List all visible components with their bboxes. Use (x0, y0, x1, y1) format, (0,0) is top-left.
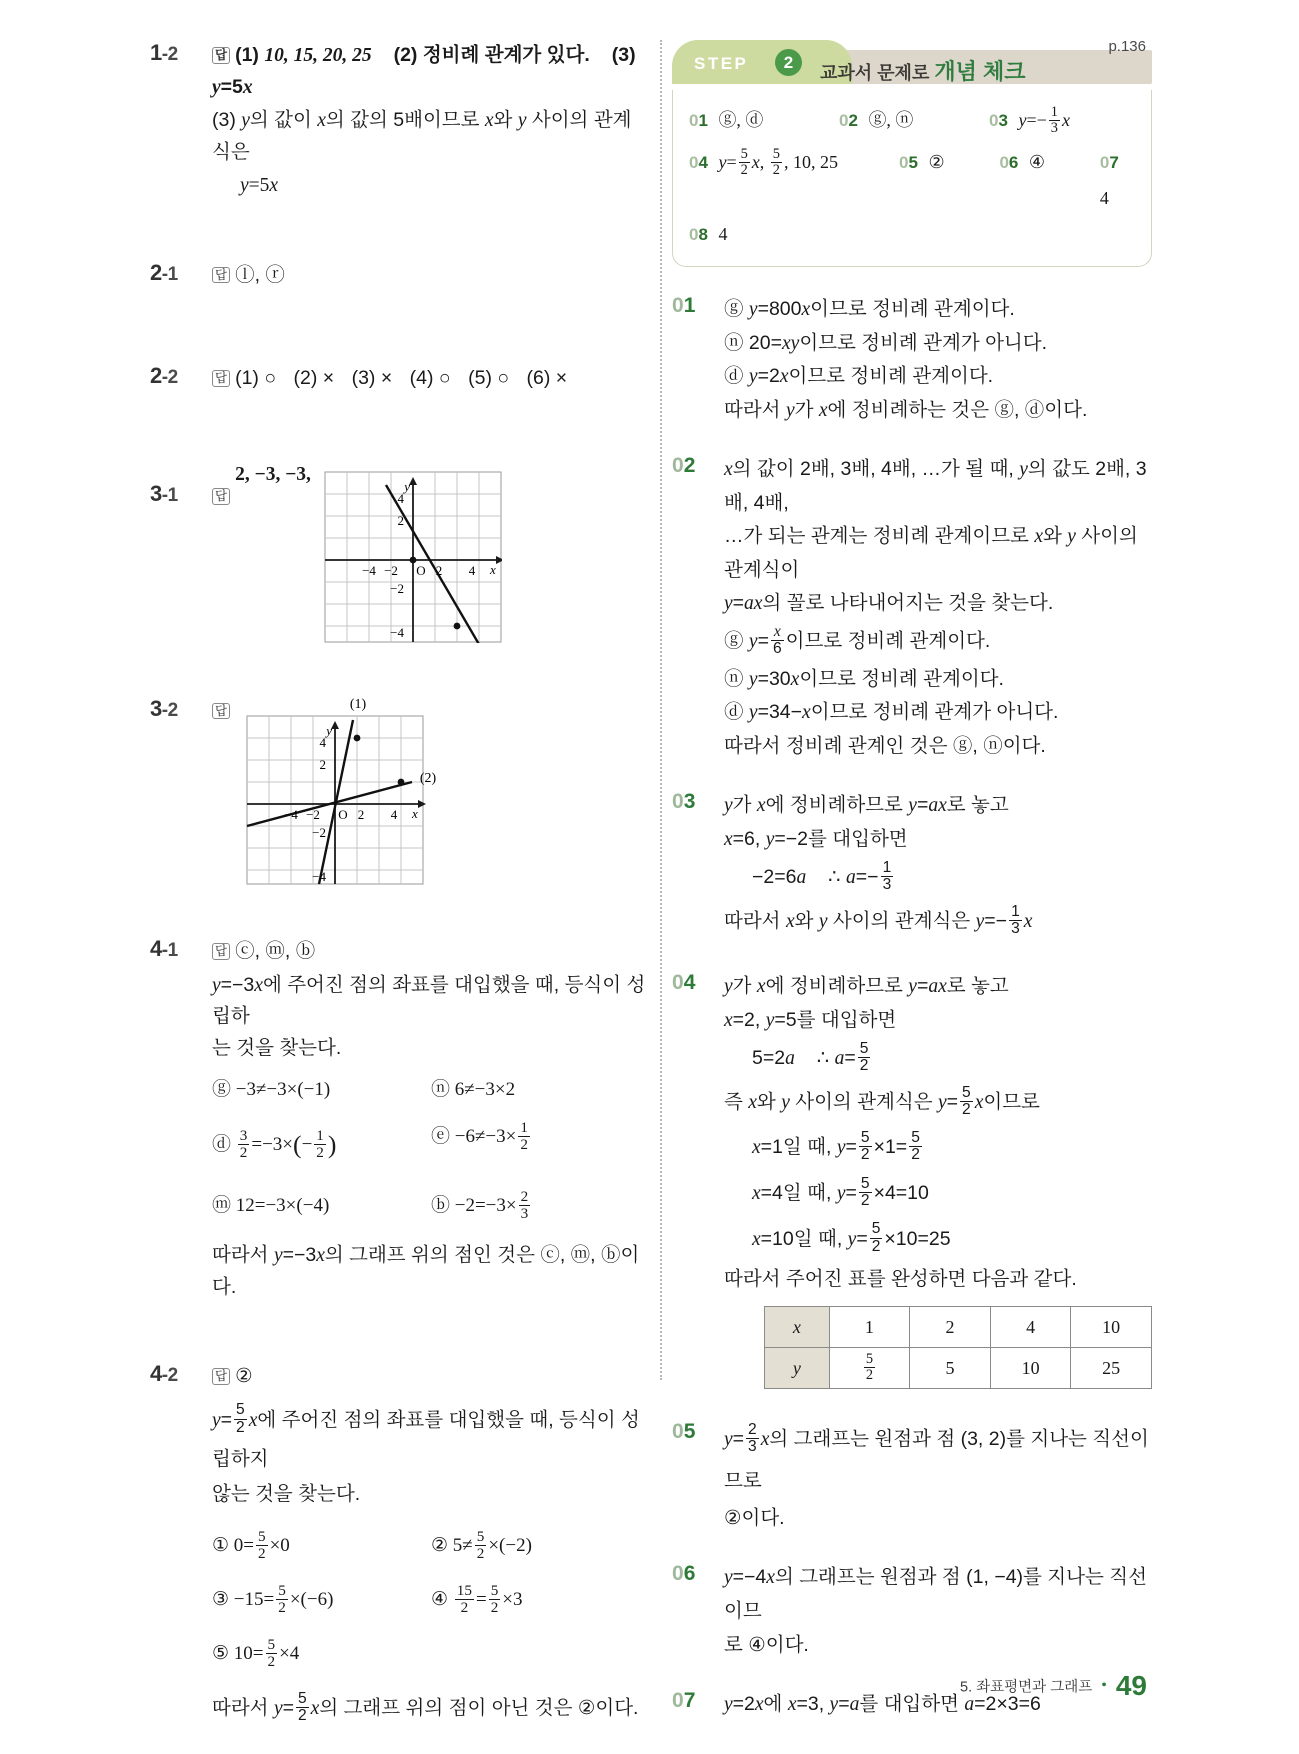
svg-text:−2: −2 (389, 581, 404, 597)
svg-text:2: 2 (435, 563, 443, 579)
solution-number: 02 (672, 454, 696, 478)
step-number-badge: 2 (775, 49, 802, 76)
problem-3-2 (150, 690, 650, 897)
option-3: ③ −15= $\frac{5}{2}$ ×(−6) (212, 1581, 334, 1616)
answer-01: 01 ⓖ, ⓓ (689, 110, 764, 130)
svg-text:O: O (338, 806, 348, 822)
svg-text:2: 2 (397, 513, 404, 529)
answer-badge: 답 (212, 1368, 230, 1385)
svg-text:2: 2 (357, 806, 365, 822)
page-footer (0, 1670, 1299, 1702)
solution-03: 03 y가 x에 정비례하므로 y=ax로 놓고 x=6, y=−2를 대입하면 −2=6a ∴ a=− $\frac{1}{3}$ 따라서 x와 y 사이의 관계식은 y=− $\frac{1}{3}$ x (672, 790, 1033, 938)
item-row-3 (212, 1632, 650, 1676)
right-column (672, 40, 1152, 1748)
value-table (764, 1306, 1152, 1389)
answer-08: 08 4 (689, 224, 728, 244)
svg-text:O: O (416, 563, 426, 579)
svg-text:x: x (489, 562, 496, 578)
problem-3-1: 3-1 답2, −3, −3, y x 4 2 −2 −4 −4 −2 O 2 4 (150, 471, 650, 654)
solution-number: 04 (672, 971, 696, 995)
page-reference: p.136 (1108, 38, 1146, 55)
problem-number: 4-1 (150, 936, 178, 962)
solution-number: 01 (672, 294, 696, 317)
answer-04: 04 y= $\frac{5}{2}$ x, $\frac{5}{2}$ , 10, 25 (689, 146, 838, 179)
solution-04: 04 y가 x에 정비례하므로 y=ax로 놓고 x=2, y=5를 대입하면 5=2a ∴ a= $\frac{5}{2}$ 즉 x와 y 사이의 관계식은 y= $\frac{5}{2}$ x이므로 x=1일 때, y= $\frac{5}{2}$ ×1= $\frac{5}{2}$ x=4일 때, y= $\frac{5}{2}$ ×4=10 x=10일 때, y= $\frac{5}{2}$ ×10=25 따라서 주어진 표를 완성하면 다음과 같다. x 1 2 4 10 y $\frac{5}{2}$ 5 10 25 (672, 970, 1152, 1389)
solution-number: 06 (672, 1562, 696, 1586)
cell-y-3: 10 (990, 1348, 1071, 1389)
solution-number: 03 (672, 790, 696, 814)
page-number: 49 (1115, 1670, 1147, 1701)
row-header-y: y (765, 1348, 830, 1389)
banner-title-highlight: 개념 체크 (934, 59, 1026, 84)
problem-number: 2-2 (150, 363, 178, 389)
cell-x-4: 10 (1071, 1307, 1152, 1348)
answer-badge: 답 (212, 370, 230, 387)
cell-y-1: $\frac{5}{2}$ (829, 1348, 910, 1389)
option-2: ② 5≠ $\frac{5}{2}$ ×(−2) (431, 1528, 532, 1563)
item-c: ⓓ $\frac{3}{2}$ =−3×(− $\frac{1}{2}$ ) (212, 1127, 337, 1162)
footer-chapter: 5. 좌표평면과 그래프 (960, 1679, 1093, 1696)
answer-row-3 (689, 216, 1135, 252)
solution-05: 05 y= $\frac{2}{3}$ x의 그래프는 원점과 점 (3, 2)를 지나는 직선이므로 ②이다. (672, 1420, 1149, 1529)
footer-dot: • (1101, 1677, 1107, 1694)
problem-1-2: 1-2 답 (1) 10, 15, 20, 25 (2) 정비례 관계가 있다. (3) y=5x (3) y의 값이 x의 값의 5배이므로 x와 y 사이의 관계식은 y=5x (150, 40, 636, 197)
option-5: ⑤ 10= $\frac{5}{2}$ ×4 (212, 1635, 300, 1670)
solution-06: 06 y=−4x의 그래프는 원점과 점 (1, −4)를 지나는 직선이므 로 ④이다. (672, 1562, 1147, 1656)
item-row-2 (212, 1578, 650, 1622)
answer-badge: 답 (212, 267, 230, 284)
banner-title-plain: 교과서 문제로 (820, 63, 935, 83)
item-row-1 (212, 1075, 650, 1106)
answer-row-1 (689, 102, 1135, 138)
item-d: ⓔ −6≠−3× $\frac{1}{2}$ (431, 1119, 528, 1154)
problem-number: 4-2 (150, 1361, 178, 1387)
graph-3-1 (324, 471, 502, 654)
solution-number: 05 (672, 1420, 696, 1444)
svg-text:4: 4 (319, 734, 326, 750)
svg-text:4: 4 (397, 491, 404, 507)
graph-3-2 (246, 690, 446, 897)
answer-badge: 답 (212, 703, 230, 720)
graph-3-1-svg (324, 471, 502, 643)
curve-label-2: (2) (419, 770, 437, 786)
answer-summary-box (672, 90, 1152, 267)
svg-text:−2: −2 (312, 824, 326, 840)
item-row-1 (212, 1524, 650, 1568)
answer-badge: 답 (212, 943, 230, 960)
item-row-2 (212, 1115, 650, 1174)
answer-row-2 (689, 144, 1135, 216)
answer-02: 02 ⓖ, ⓝ (839, 110, 914, 130)
svg-text:−2: −2 (383, 563, 398, 579)
svg-text:x: x (411, 805, 418, 821)
item-row-3 (212, 1184, 650, 1228)
svg-text:2: 2 (319, 756, 326, 772)
option-1: ① 0= $\frac{5}{2}$ ×0 (212, 1528, 290, 1563)
table-row-y (765, 1348, 1152, 1389)
step-banner (672, 40, 1152, 84)
solution-02: 02 x의 값이 2배, 3배, 4배, …가 될 때, y의 값도 2배, 3배, 4배, …가 되는 관계는 정비례 관계이므로 x와 y 사이의 관계식이 y=ax의 꼴로 나타내어지는 것을 찾는다. ⓖ y= $\frac{x}{6}$ 이므로 정비례 관계이다. ⓝ y=30x이므로 정비례 관계이다. ⓓ y=34−x이므로 정비례 관계가 아니다. 따라서 정비례 관계인 것은 ⓖ, ⓝ이다. (672, 454, 1147, 757)
answer-badge: 답 (212, 47, 230, 64)
svg-text:4: 4 (468, 563, 476, 579)
item-a: ⓖ −3≠−3×(−1) (212, 1078, 331, 1100)
problem-number: 3-1 (150, 481, 178, 507)
cell-x-1: 1 (829, 1307, 910, 1348)
cell-x-3: 4 (990, 1307, 1071, 1348)
svg-text:−4: −4 (361, 563, 376, 579)
problem-number: 1-2 (150, 40, 178, 65)
solution-number: 07 (672, 1689, 696, 1713)
answer-03: 03 y=− $\frac{1}{3}$ x (989, 104, 1070, 137)
graph-3-2-svg (246, 690, 446, 886)
curve-label-1: (1) (349, 696, 367, 712)
option-4: ④ $\frac{15}{2}$ = $\frac{5}{2}$ ×3 (431, 1581, 523, 1616)
left-column (150, 40, 650, 1732)
step-label: STEP (694, 54, 749, 73)
answer-07: 07 4 (1099, 153, 1119, 208)
problem-2-1: 2-1 답 ⓛ, ⓡ (150, 259, 285, 286)
solution-01: 01 ⓖ y=800x이므로 정비례 관계이다. ⓝ 20=xy이므로 정비례 관계가 아니다. ⓓ y=2x이므로 정비례 관계이다. 따라서 y가 x에 정비례하는 것은 ⓖ, ⓓ이다. (672, 294, 1088, 421)
svg-text:4: 4 (390, 806, 398, 822)
banner-title (820, 55, 1025, 86)
answer-badge: 답 (212, 488, 230, 505)
answer-05: 05 ② (899, 152, 945, 172)
svg-text:−4: −4 (312, 868, 326, 884)
item-f: ⓑ −2=−3× $\frac{2}{3}$ (431, 1188, 529, 1223)
problem-4-2: 4-2 답 ② y= $\frac{5}{2}$ x에 주어진 점의 좌표를 대입했을 때, 등식이 성립하지 않는 것을 찾는다. ① 0= $\frac{5}{2}$ ×0 ② 5≠ $\frac{5}{2}$ ×(−2) ③ −15= $\frac{5}{2}$ ×(−6) ④ $\frac{15}{2}$ = $\frac{5}{2}$ ×3 ⑤ 10= $\frac{5}{2}$ ×4 따라서 y= $\frac{5}{2}$ x의 그래프 위의 점이 아닌 것은 ②이다. (150, 1361, 650, 1728)
svg-text:−4: −4 (284, 806, 298, 822)
svg-text:−2: −2 (306, 806, 320, 822)
svg-text:y: y (326, 722, 332, 738)
table-row-x (765, 1307, 1152, 1348)
problem-2-2: 2-2 답 (1) ○ (2) × (3) × (4) ○ (5) ○ (6) × (150, 363, 568, 390)
svg-text:y: y (404, 479, 410, 495)
problem-number: 3-2 (150, 695, 178, 721)
problem-4-1: 4-1 답 ⓒ, ⓜ, ⓑ y=−3x에 주어진 점의 좌표를 대입했을 때, 등식이 성립하 는 것을 찾는다. ⓖ −3≠−3×(−1) ⓝ 6≠−3×2 ⓓ $\frac{3}{2}$ =−3×(− $\frac{1}{2}$ ) ⓔ −6≠−3× $\frac{1}{2}$ ⓜ 12=−3×(−4) ⓑ −2=−3× $\frac{2}{3}$ 따라서 y=−3x의 그래프 위의 점인 것은 ⓒ, ⓜ, ⓑ이다. (150, 936, 650, 1303)
column-divider (660, 40, 662, 1380)
cell-x-2: 2 (910, 1307, 991, 1348)
row-header-x: x (765, 1307, 830, 1348)
solution-07: 07 y=2x에 x=3, y=a를 대입하면 a=2×3=6 (672, 1689, 1041, 1716)
problem-number: 2-1 (150, 259, 178, 285)
cell-y-2: 5 (910, 1348, 991, 1389)
answer-06: 06 ④ (999, 152, 1046, 172)
cell-y-4: 25 (1071, 1348, 1152, 1389)
item-b: ⓝ 6≠−3×2 (431, 1078, 516, 1100)
svg-text:−4: −4 (389, 625, 404, 641)
item-e: ⓜ 12=−3×(−4) (212, 1195, 330, 1217)
